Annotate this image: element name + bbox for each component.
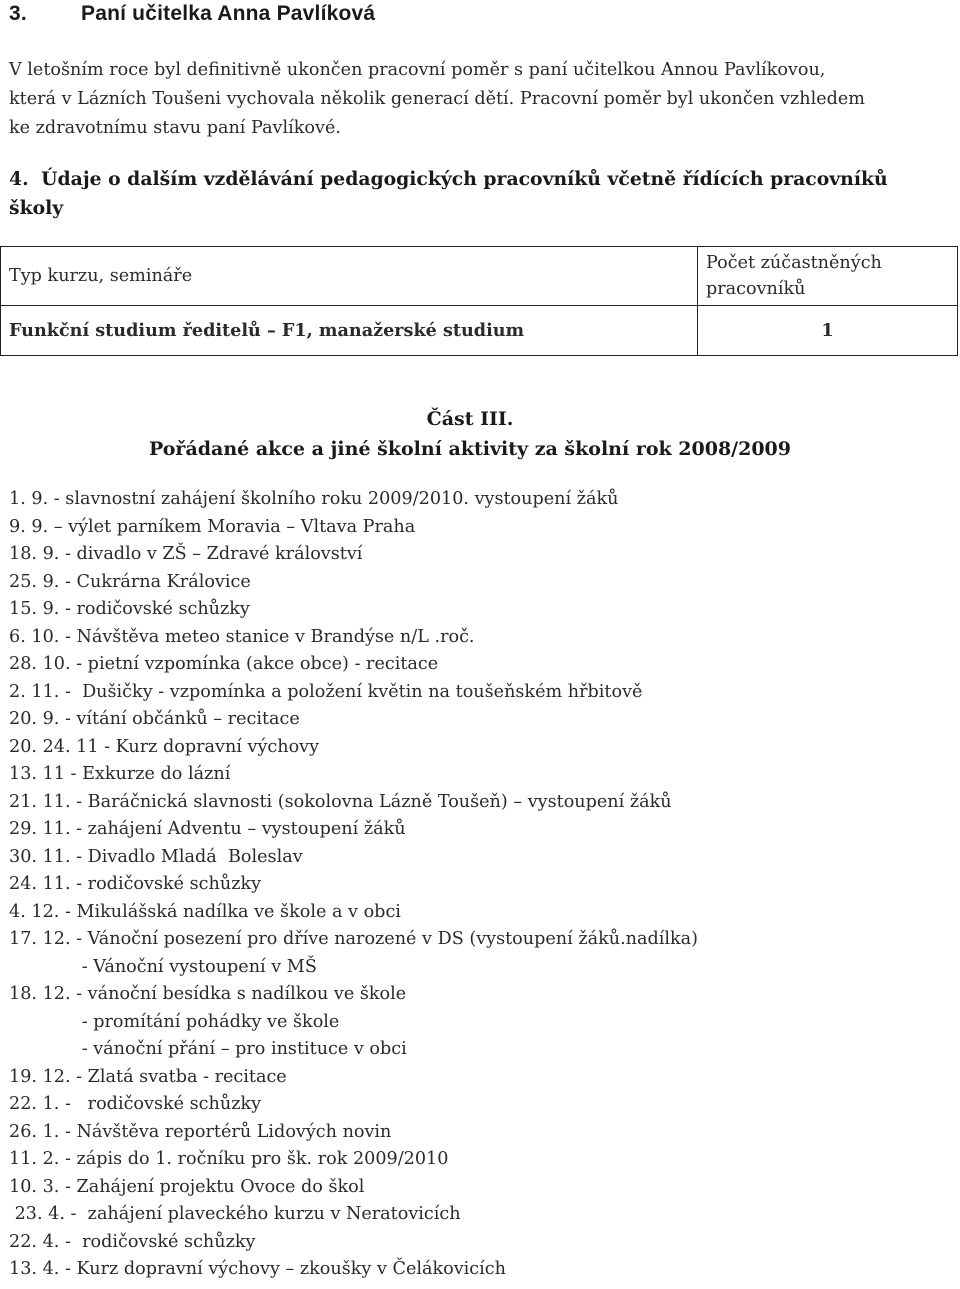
list-item: 6. 10. - Návštěva meteo stanice v Brandýse n/L .roč. (9, 626, 475, 647)
header-count-line2: pracovníků (706, 279, 806, 299)
section-4-heading (9, 165, 939, 223)
paragraph-line: která v Lázních Toušeni vychovala několik generací dětí. Pracovní poměr byl ukončen vzhledem (9, 89, 865, 109)
list-item: - vánoční přání – pro instituce v obci (9, 1039, 407, 1059)
list-item: 4. 12. - Mikulášská nadílka ve škole a v obci (9, 901, 401, 922)
header-count-line1: Počet zúčastněných (706, 253, 882, 273)
list-item: 19. 12. - Zlatá svatba - recitace (9, 1066, 287, 1087)
section-4-title-line1: Údaje o dalším vzdělávání pedagogických pracovníků včetně řídících pracovníků (41, 168, 888, 190)
list-item: 2. 11. - Dušičky - vzpomínka a položení květin na toušeňském hřbitově (9, 681, 643, 702)
list-item: 25. 9. - Cukrárna Královice (9, 571, 251, 592)
list-item: 10. 3. - Zahájení projektu Ovoce do škol (9, 1176, 365, 1197)
paragraph-line: ke zdravotnímu stavu paní Pavlíkové. (9, 118, 341, 138)
table-header-row (1, 247, 958, 306)
list-item: 18. 12. - vánoční besídka s nadílkou ve škole (9, 984, 407, 1004)
list-item: 20. 24. 11 - Kurz dopravní výchovy (9, 736, 320, 757)
course-type-cell: Funkční studium ředitelů – F1, manažerské studium (1, 306, 698, 356)
list-item: 22. 4. - rodičovské schůzky (9, 1231, 256, 1252)
list-item: 17. 12. - Vánoční posezení pro dříve narozené v DS (vystoupení žáků.nadílka) (9, 929, 699, 949)
list-item: 21. 11. - Baráčnická slavnosti (sokolovna Lázně Toušeň) – vystoupení žáků (9, 791, 672, 812)
list-item: - promítání pohádky ve škole (9, 1011, 340, 1032)
list-item: 26. 1. - Návštěva reportérů Lidových novin (9, 1121, 392, 1142)
list-item: 23. 4. - zahájení plaveckého kurzu v Neratovicích (9, 1204, 461, 1224)
list-item: 30. 11. - Divadlo Mladá Boleslav (9, 846, 303, 867)
list-item: 29. 11. - zahájení Adventu – vystoupení žáků (9, 819, 406, 839)
training-table (0, 246, 958, 356)
participant-count-cell: 1 (698, 306, 958, 356)
list-item: 11. 2. - zápis do 1. ročníku pro šk. rok 2009/2010 (9, 1149, 449, 1169)
part-3-subtitle: Pořádané akce a jiné školní aktivity za školní rok 2008/2009 (148, 438, 791, 460)
section-3-number: 3. (9, 2, 27, 25)
section-3-paragraph (9, 56, 929, 143)
list-item: 24. 11. - rodičovské schůzky (9, 874, 262, 894)
events-list (9, 486, 698, 1284)
list-item: 20. 9. - vítání občánků – recitace (9, 709, 300, 729)
table-row (1, 306, 958, 356)
section-4-title-line2: školy (9, 197, 64, 219)
list-item: 13. 4. - Kurz dopravní výchovy – zkoušky v Čelákovicích (9, 1259, 506, 1279)
list-item: 28. 10. - pietní vzpomínka (akce obce) - recitace (9, 654, 439, 674)
list-item: 15. 9. - rodičovské schůzky (9, 599, 250, 619)
list-item: 22. 1. - rodičovské schůzky (9, 1094, 262, 1114)
list-item: - Vánoční vystoupení v MŠ (9, 956, 317, 977)
list-item: 9. 9. – výlet parníkem Moravia – Vltava Praha (9, 516, 416, 537)
paragraph-line: V letošním roce byl definitivně ukončen pracovní poměr s paní učitelkou Annou Pavlíkovou, (9, 60, 826, 80)
section-4-number: 4. (9, 168, 29, 190)
part-3-title: Část III. (426, 408, 514, 430)
section-3-title: Paní učitelka Anna Pavlíková (81, 2, 376, 25)
part-3-heading (0, 404, 940, 464)
section-3-heading (9, 2, 375, 26)
header-participant-count (698, 247, 958, 306)
list-item: 13. 11 - Exkurze do lázní (9, 764, 231, 784)
list-item: 18. 9. - divadlo v ZŠ – Zdravé království (9, 544, 363, 564)
list-item: 1. 9. - slavnostní zahájení školního roku 2009/2010. vystoupení žáků (9, 489, 619, 509)
header-course-type: Typ kurzu, semináře (1, 247, 698, 306)
